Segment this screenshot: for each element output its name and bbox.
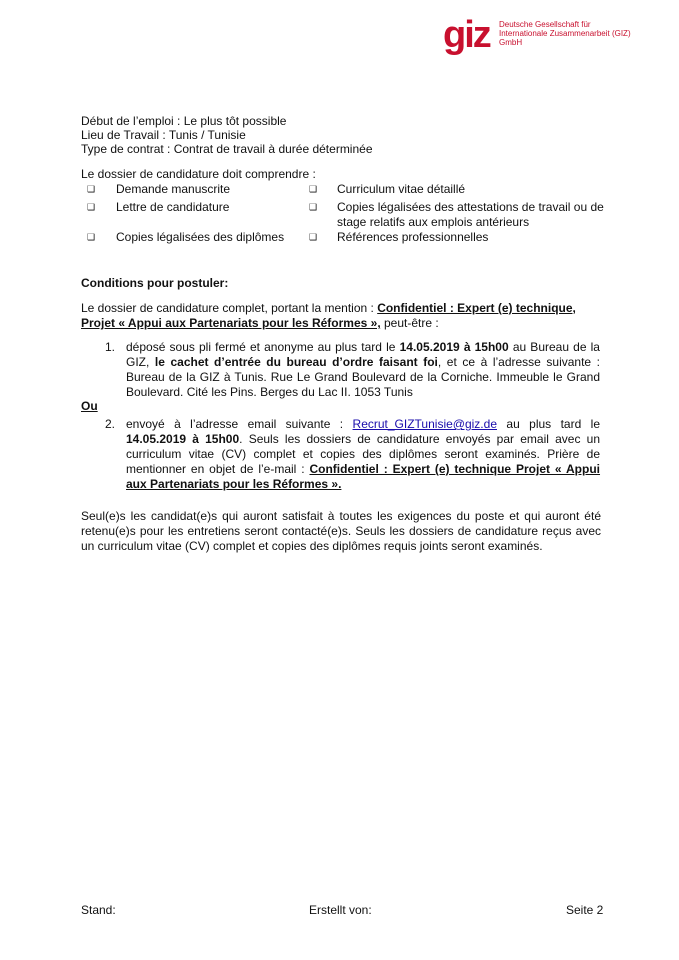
checkbox-icon: ❑ bbox=[309, 184, 318, 194]
checkbox-icon: ❑ bbox=[309, 232, 318, 242]
giz-logo bbox=[443, 14, 643, 57]
info-start: Début de l’emploi : Le plus tôt possible bbox=[81, 114, 287, 128]
footer-page-number: Seite 2 bbox=[566, 903, 604, 917]
item2-text: envoyé à l’adresse email suivante : bbox=[126, 417, 353, 431]
dossier-item: Copies légalisées des attestations de travail ou de stage relatifs aux emplois antérieurs bbox=[337, 200, 604, 229]
intro-prefix: Le dossier de candidature complet, portant la mention : bbox=[81, 301, 378, 315]
dossier-item: Références professionnelles bbox=[337, 230, 489, 244]
dossier-item: Copies légalisées des diplômes bbox=[116, 230, 285, 244]
checkbox-icon: ❑ bbox=[87, 184, 96, 194]
item1-text: au Bureau de la GIZ, bbox=[126, 340, 600, 369]
item1-stamp-note: le cachet d’entrée du bureau d’ordre faisant foi bbox=[154, 355, 438, 369]
intro-mention: Confidentiel : Expert (e) technique, Projet « Appui aux Partenariats pour les Réformes », bbox=[81, 301, 576, 330]
info-contract: Type de contrat : Contrat de travail à durée déterminée bbox=[81, 142, 373, 156]
item1-text: déposé sous pli fermé et anonyme au plus tard le bbox=[126, 340, 400, 354]
email-link[interactable]: Recrut_GIZTunisie@giz.de bbox=[352, 417, 497, 431]
submission-option-2 bbox=[126, 417, 600, 492]
item2-subject: Confidentiel : Expert (e) technique Projet « Appui aux Partenariats pour les Réformes ». bbox=[126, 462, 601, 491]
dossier-item: Lettre de candidature bbox=[116, 200, 230, 214]
item2-deadline: 14.05.2019 à 15h00 bbox=[126, 432, 240, 446]
item1-address: , et ce à l’adresse suivante : Bureau de la GIZ à Tunis. Rue Le Grand Boulevard de la Corniche. Immeuble le Grand Boulevard. Cité les Pins. Berges du Lac II. 1053 Tunis bbox=[126, 355, 600, 399]
item-number: 2. bbox=[105, 417, 116, 431]
job-info bbox=[81, 114, 601, 156]
intro-suffix: peut-être : bbox=[380, 316, 439, 330]
checkbox-icon: ❑ bbox=[87, 232, 96, 242]
logo-mark: giz bbox=[443, 14, 490, 56]
conditions-title: Conditions pour postuler: bbox=[81, 276, 229, 290]
checkbox-icon: ❑ bbox=[87, 202, 96, 212]
closing-paragraph: Seul(e)s les candidat(e)s qui auront satisfait à toutes les exigences du poste et qui auront été retenu(e)s pour les entretiens seront contacté(e)s. Seuls les dossiers de candidature reçus avec un curriculum vitae (CV) complet et copies des diplômes requis joints seront examinés. bbox=[81, 509, 601, 553]
item2-text: au plus tard le bbox=[497, 417, 600, 431]
logo-text: Deutsche Gesellschaft für Internationale Zusammenarbeit (GIZ) GmbH bbox=[499, 20, 631, 47]
submission-option-1 bbox=[126, 340, 600, 400]
dossier-item: Demande manuscrite bbox=[116, 182, 231, 196]
item2-text: . Seuls les dossiers de candidature envoyés par email avec un curriculum vitae (CV) complet et copies des diplômes seront examinés. Prière de mentionner en objet de l’e-mail : bbox=[126, 432, 600, 476]
dossier-title: Le dossier de candidature doit comprendre : bbox=[81, 167, 316, 181]
footer-stand: Stand: bbox=[81, 903, 116, 917]
item1-deadline: 14.05.2019 à 15h00 bbox=[399, 340, 509, 354]
checkbox-icon: ❑ bbox=[309, 202, 318, 212]
footer-created-by: Erstellt von: bbox=[309, 903, 372, 917]
info-location: Lieu de Travail : Tunis / Tunisie bbox=[81, 128, 246, 142]
conditions-intro bbox=[81, 301, 601, 331]
item-number: 1. bbox=[105, 340, 116, 354]
or-separator: Ou bbox=[81, 399, 98, 413]
dossier-item: Curriculum vitae détaillé bbox=[337, 182, 466, 196]
